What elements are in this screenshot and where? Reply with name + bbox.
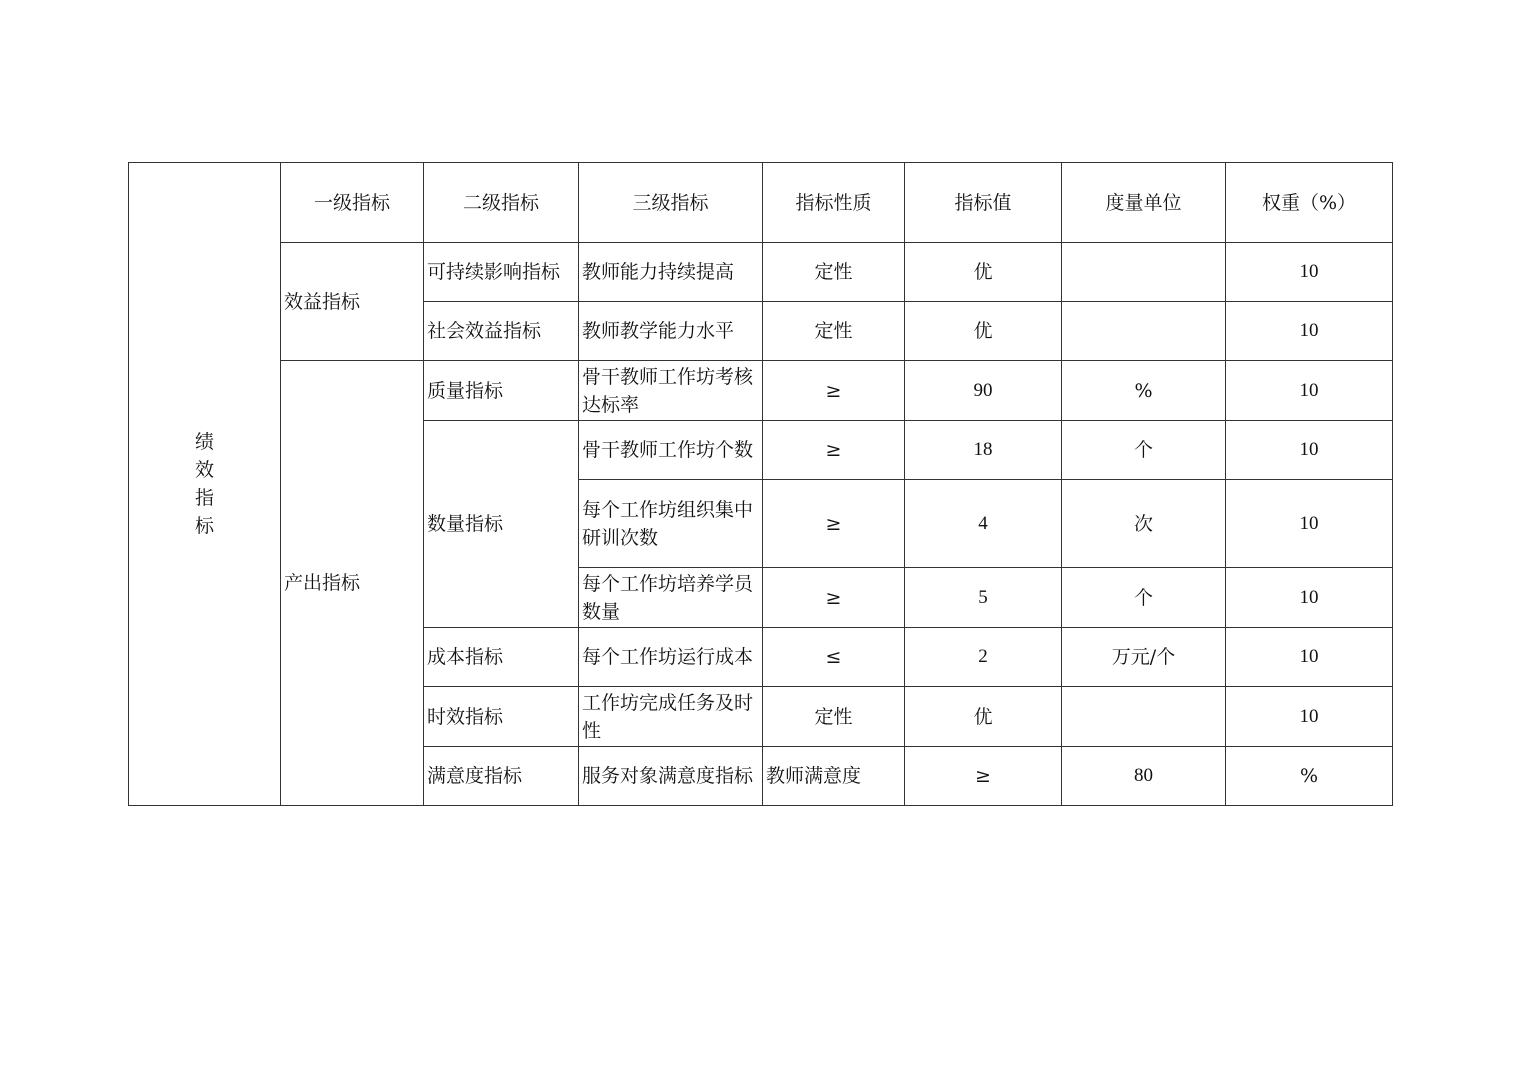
nature-cell: 定性 xyxy=(763,687,905,747)
side-label-char: 绩 xyxy=(194,431,214,453)
indicator-cell: 每个工作坊组织集中研训次数 xyxy=(579,480,763,568)
header-value: 指标值 xyxy=(905,163,1062,243)
side-label-char: 标 xyxy=(194,515,214,537)
weight-cell: 10 xyxy=(1226,628,1393,687)
value-cell: 90 xyxy=(905,361,1062,421)
group-output: 产出指标 xyxy=(281,361,424,806)
value-cell: 优 xyxy=(905,302,1062,361)
unit-cell: 个 xyxy=(1062,568,1226,628)
value-cell: 4 xyxy=(905,480,1062,568)
indicator-cell: 教师教学能力水平 xyxy=(579,302,763,361)
indicator-cell: 骨干教师工作坊考核达标率 xyxy=(579,361,763,421)
nature-cell: ≤ xyxy=(763,628,905,687)
unit-cell: % xyxy=(1062,361,1226,421)
weight-cell: 10 xyxy=(1226,687,1393,747)
indicator-cell: 教师能力持续提高 xyxy=(579,243,763,302)
nature-cell: 定性 xyxy=(763,302,905,361)
header-nature: 指标性质 xyxy=(763,163,905,243)
nature-cell: ≥ xyxy=(763,568,905,628)
nature-cell: ≥ xyxy=(763,480,905,568)
weight-cell: 10 xyxy=(1226,480,1393,568)
value-cell: 80 xyxy=(1062,747,1226,806)
nature-cell: ≥ xyxy=(905,747,1062,806)
subgroup-social: 社会效益指标 xyxy=(424,302,579,361)
value-cell: 18 xyxy=(905,421,1062,480)
indicator-cell: 工作坊完成任务及时性 xyxy=(579,687,763,747)
indicator-cell: 每个工作坊培养学员数量 xyxy=(579,568,763,628)
table-header-row xyxy=(129,163,1393,243)
weight-cell: 10 xyxy=(1226,243,1393,302)
unit-cell xyxy=(1062,687,1226,747)
subgroup-timeliness: 时效指标 xyxy=(424,687,579,747)
nature-cell: ≥ xyxy=(763,361,905,421)
indicator-cell: 教师满意度 xyxy=(763,747,905,806)
side-label-char: 指 xyxy=(194,487,214,509)
unit-cell: 万元/个 xyxy=(1062,628,1226,687)
weight-cell: 10 xyxy=(1226,421,1393,480)
unit-cell: 次 xyxy=(1062,480,1226,568)
performance-indicator-table xyxy=(128,162,1393,806)
nature-cell: ≥ xyxy=(763,421,905,480)
weight-cell: 10 xyxy=(1226,361,1393,421)
group-benefit: 效益指标 xyxy=(281,243,424,361)
side-label-char: 效 xyxy=(194,459,214,481)
nature-cell: 定性 xyxy=(763,243,905,302)
unit-cell xyxy=(1062,302,1226,361)
table-row xyxy=(129,243,1393,302)
indicator-cell: 骨干教师工作坊个数 xyxy=(579,421,763,480)
header-level1: 一级指标 xyxy=(281,163,424,243)
value-cell: 5 xyxy=(905,568,1062,628)
group-satisfaction: 满意度指标 xyxy=(424,747,579,806)
weight-cell: 10 xyxy=(1226,568,1393,628)
unit-cell: % xyxy=(1226,747,1393,806)
header-level3: 三级指标 xyxy=(579,163,763,243)
value-cell: 优 xyxy=(905,687,1062,747)
subgroup-service-satisfaction: 服务对象满意度指标 xyxy=(579,747,763,806)
weight-cell: 10 xyxy=(1226,302,1393,361)
table-row xyxy=(129,361,1393,421)
header-level2: 二级指标 xyxy=(424,163,579,243)
unit-cell xyxy=(1062,243,1226,302)
value-cell: 2 xyxy=(905,628,1062,687)
subgroup-cost: 成本指标 xyxy=(424,628,579,687)
value-cell: 优 xyxy=(905,243,1062,302)
unit-cell: 个 xyxy=(1062,421,1226,480)
side-label-cell xyxy=(129,163,281,806)
subgroup-quality: 质量指标 xyxy=(424,361,579,421)
indicator-cell: 每个工作坊运行成本 xyxy=(579,628,763,687)
header-weight: 权重（%） xyxy=(1226,163,1393,243)
subgroup-quantity: 数量指标 xyxy=(424,421,579,628)
subgroup-sustainable: 可持续影响指标 xyxy=(424,243,579,302)
header-unit: 度量单位 xyxy=(1062,163,1226,243)
